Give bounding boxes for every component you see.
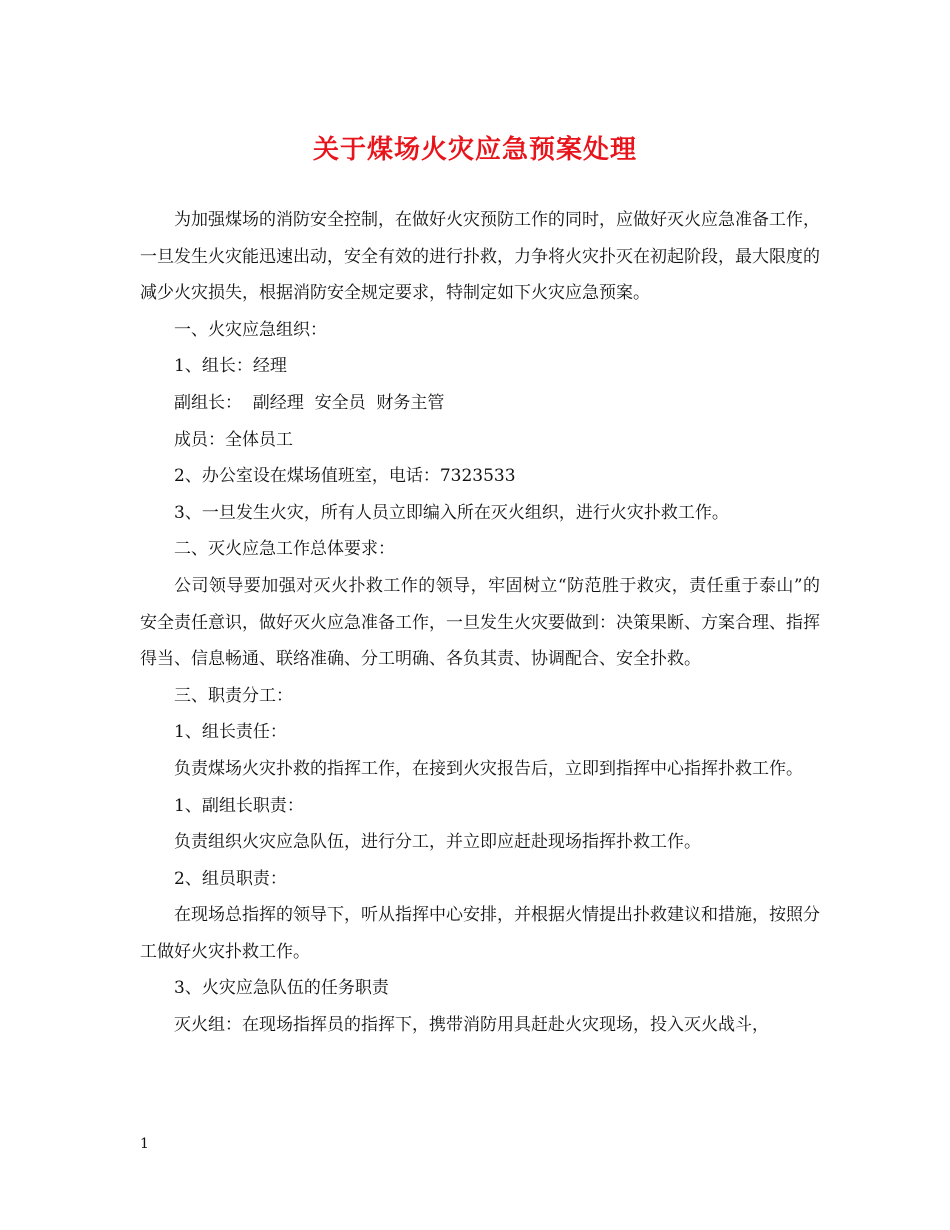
paragraph-fire-response: 3、一旦发生火灾，所有人员立即编入所在灭火组织，进行火灾扑救工作。 [174, 502, 729, 523]
paragraph-leader: 1、组长：经理 [174, 356, 287, 377]
paragraph-deputy-duty: 负责组织火灾应急队伍，进行分工，并立即应赶赴现场指挥扑救工作。 [174, 832, 701, 853]
paragraph-members: 成员：全体员工 [174, 429, 293, 450]
paragraph-intro: 为加强煤场的消防安全控制，在做好火灾预防工作的同时，应做好灭火应急准备工作，一旦发生火灾能迅速出动，安全有效的进行扑救，力争将火灾扑灭在初起阶段，最大限度的减少火灾损失，根据消防安全规定要求，特制定如下火灾应急预案。 [140, 210, 820, 304]
paragraph-firefighting-team: 灭火组：在现场指挥员的指挥下，携带消防用具赶赴火灾现场，投入灭火战斗， [174, 1015, 769, 1036]
paragraph-leader-duty: 负责煤场火灾扑救的指挥工作，在接到火灾报告后，立即到指挥中心指挥扑救工作。 [174, 758, 803, 779]
paragraph-member-duty-heading: 2、组员职责： [174, 868, 287, 889]
paragraph-team-duty-heading: 3、火灾应急队伍的任务职责 [174, 978, 389, 999]
paragraph-deputy-duty-heading: 1、副组长职责： [174, 795, 304, 816]
paragraph-leader-duty-heading: 1、组长责任： [174, 722, 287, 743]
document-title: 关于煤场火灾应急预案处理 [312, 135, 637, 165]
paragraph-deputy-leader: 副组长： 副经理 安全员 财务主管 [174, 392, 445, 413]
document-body [140, 202, 820, 1044]
section-heading-1: 一、火灾应急组织： [174, 319, 327, 340]
paragraph-member-duty: 在现场总指挥的领导下，听从指挥中心安排，并根据火情提出扑救建议和措施，按照分工做好火灾扑救工作。 [140, 905, 820, 962]
section-heading-3: 三、职责分工： [174, 685, 293, 706]
page-number: 1 [140, 1136, 149, 1152]
paragraph-general-requirements: 公司领导要加强对灭火扑救工作的领导，牢固树立“防范胜于救灾，责任重于泰山”的安全责任意识，做好灭火应急准备工作，一旦发生火灾要做到：决策果断、方案合理、指挥得当、信息畅通、联络准确、分工明确、各负其责、协调配合、安全扑救。 [140, 575, 820, 670]
paragraph-office: 2、办公室设在煤场值班室，电话：7323533 [174, 466, 516, 487]
section-heading-2: 二、灭火应急工作总体要求： [174, 539, 395, 560]
